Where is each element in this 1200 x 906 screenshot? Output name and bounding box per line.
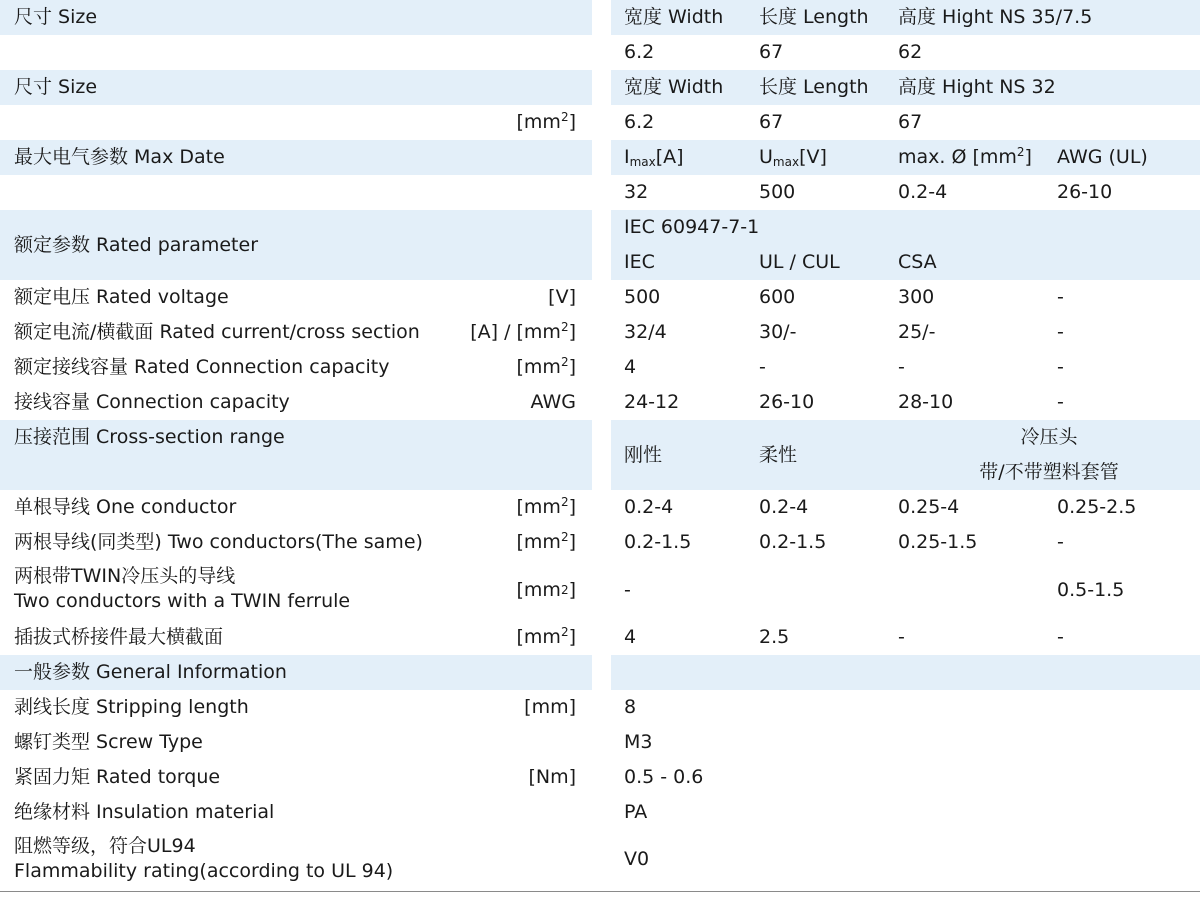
value-ferrule-sleeve: 0.5-1.5 bbox=[1057, 578, 1125, 601]
value-iec: 4 bbox=[624, 356, 637, 378]
rated-current-row bbox=[0, 315, 1200, 350]
flammability-row bbox=[0, 830, 1200, 888]
imax-value: 32 bbox=[624, 181, 649, 203]
value-ferrule-sleeve: - bbox=[1057, 626, 1064, 648]
general-info-header-row bbox=[0, 655, 1200, 690]
size-ns35-header-row bbox=[0, 0, 1200, 35]
row-label: 螺钉类型 Screw Type bbox=[14, 731, 203, 753]
unit-label: $[A] / [mm^2]$ bbox=[470, 320, 576, 343]
row-label-line2: Two conductors with a TWIN ferrule bbox=[14, 590, 351, 612]
approval-csa: CSA bbox=[898, 251, 937, 273]
value-iec: 24-12 bbox=[624, 391, 680, 413]
value-csa: - bbox=[898, 356, 905, 378]
umax-header: $U_{max}[V]$ bbox=[759, 146, 827, 169]
bridge-cross-section-row bbox=[0, 620, 1200, 655]
approval-ul: UL / CUL bbox=[759, 251, 840, 273]
row-label-line2: Flammability rating(according to UL 94) bbox=[14, 860, 394, 882]
row-label-line1: 两根带TWIN冷压头的导线 bbox=[14, 565, 236, 587]
length-header: 长度 Length bbox=[759, 6, 869, 28]
size-ns32-values-row bbox=[0, 105, 1200, 140]
value-ul: 30/- bbox=[759, 321, 797, 343]
unit-label: $[mm^2]$ bbox=[516, 495, 576, 518]
value-ferrule: - bbox=[898, 626, 905, 648]
unit-label: [V] bbox=[548, 286, 576, 308]
unit-label: [mm] bbox=[524, 696, 576, 718]
row-label: 插拔式桥接件最大横截面 bbox=[14, 626, 224, 648]
value-solid: 0.2-1.5 bbox=[624, 531, 692, 553]
unit-label: [Nm] bbox=[528, 766, 576, 788]
ferrule-header-line2: 带/不带塑料套管 bbox=[979, 461, 1119, 483]
umax-value: 500 bbox=[759, 181, 796, 203]
value-extra: - bbox=[1057, 286, 1064, 308]
value-csa: 25/- bbox=[898, 321, 936, 343]
width-value: 6.2 bbox=[624, 111, 655, 133]
size-ns35-values-row bbox=[0, 35, 1200, 70]
rated-torque-row bbox=[0, 760, 1200, 795]
value-extra: - bbox=[1057, 356, 1064, 378]
rated-parameter-header-row bbox=[0, 210, 1200, 280]
row-label: 额定接线容量 Rated Connection capacity bbox=[14, 356, 390, 378]
rated-voltage-row bbox=[0, 280, 1200, 315]
row-label: 接线容量 Connection capacity bbox=[14, 391, 290, 413]
value-extra: - bbox=[1057, 391, 1064, 413]
imax-header: $I_{max}[A]$ bbox=[624, 146, 684, 169]
unit-label: AWG bbox=[530, 391, 576, 413]
twin-ferrule-row bbox=[0, 560, 1200, 620]
value-flexible: 2.5 bbox=[759, 626, 790, 648]
value-ferrule: 0.25-1.5 bbox=[898, 531, 978, 553]
awg-header: AWG (UL) bbox=[1057, 146, 1148, 168]
cross-section-header-row bbox=[0, 420, 1200, 490]
unit-label: $[mm^2]$ bbox=[516, 110, 576, 133]
row-label: 剥线长度 Stripping length bbox=[14, 696, 249, 718]
length-value: 67 bbox=[759, 111, 784, 133]
value-iec: 32/4 bbox=[624, 321, 667, 343]
connection-capacity-row bbox=[0, 385, 1200, 420]
size-ns32-header-row bbox=[0, 70, 1200, 105]
height-value: 62 bbox=[898, 41, 923, 63]
row-label: 额定电压 Rated voltage bbox=[14, 286, 229, 308]
row-label-line1: 阻燃等级，符合UL94 bbox=[14, 835, 196, 857]
ferrule-header-line1: 冷压头 bbox=[1020, 426, 1078, 448]
approval-iec: IEC bbox=[624, 251, 655, 273]
row-value: 0.5 - 0.6 bbox=[624, 766, 704, 788]
row-shade-right bbox=[611, 655, 1200, 690]
height-value: 67 bbox=[898, 111, 923, 133]
max-data-header-row bbox=[0, 140, 1200, 175]
solid-header: 刚性 bbox=[624, 443, 663, 466]
value-ferrule-sleeve: - bbox=[1057, 531, 1064, 553]
rated-connection-row bbox=[0, 350, 1200, 385]
max-cross-section-header: max. Ø $[mm^2]$ bbox=[898, 145, 1032, 168]
row-value: V0 bbox=[624, 847, 650, 870]
row-value: PA bbox=[624, 801, 648, 823]
one-conductor-row bbox=[0, 490, 1200, 525]
unit-label: $[mm^2]$ bbox=[516, 625, 576, 648]
rated-parameter-label: 额定参数 Rated parameter bbox=[14, 233, 259, 256]
value-flexible: 0.2-4 bbox=[759, 496, 809, 518]
width-value: 6.2 bbox=[624, 41, 655, 63]
value-csa: 28-10 bbox=[898, 391, 954, 413]
row-value: 8 bbox=[624, 696, 637, 718]
size-label: 尺寸 Size bbox=[14, 6, 98, 28]
row-label: 额定电流/横截面 Rated current/cross section bbox=[14, 321, 420, 343]
length-value: 67 bbox=[759, 41, 784, 63]
value-ul: 26-10 bbox=[759, 391, 815, 413]
max-data-values-row bbox=[0, 175, 1200, 210]
unit-label: [mm 2 ] bbox=[516, 578, 576, 601]
width-header: 宽度 Width bbox=[624, 6, 724, 28]
insulation-material-row bbox=[0, 795, 1200, 830]
unit-label: $[mm^2]$ bbox=[516, 355, 576, 378]
value-ferrule-sleeve: 0.25-2.5 bbox=[1057, 496, 1137, 518]
bottom-rule bbox=[0, 891, 1200, 892]
two-conductors-row bbox=[0, 525, 1200, 560]
value-solid: - bbox=[624, 578, 631, 601]
value-solid: 4 bbox=[624, 626, 637, 648]
row-label: 紧固力矩 Rated torque bbox=[14, 766, 221, 788]
value-solid: 0.2-4 bbox=[624, 496, 674, 518]
awg-value: 26-10 bbox=[1057, 181, 1113, 203]
value-extra: - bbox=[1057, 321, 1064, 343]
screw-type-row bbox=[0, 725, 1200, 760]
row-label: 两根导线(同类型) Two conductors(The same) bbox=[14, 531, 423, 553]
value-ferrule: 0.25-4 bbox=[898, 496, 960, 518]
row-label: 绝缘材料 Insulation material bbox=[14, 801, 275, 823]
length-header: 长度 Length bbox=[759, 76, 869, 98]
value-flexible: 0.2-1.5 bbox=[759, 531, 827, 553]
max-data-label: 最大电气参数 Max Date bbox=[14, 146, 225, 168]
row-value: M3 bbox=[624, 731, 653, 753]
value-csa: 300 bbox=[898, 286, 935, 308]
value-ul: - bbox=[759, 356, 766, 378]
value-iec: 500 bbox=[624, 286, 661, 308]
max-cross-section-value: 0.2-4 bbox=[898, 181, 948, 203]
height-header: 高度 Hight NS 32 bbox=[898, 76, 1056, 98]
stripping-length-row bbox=[0, 690, 1200, 725]
size-label: 尺寸 Size bbox=[14, 76, 98, 98]
row-label: 单根导线 One conductor bbox=[14, 496, 237, 518]
general-info-label: 一般参数 General Information bbox=[14, 661, 287, 683]
height-header: 高度 Hight NS 35/7.5 bbox=[898, 6, 1093, 28]
unit-label: $[mm^2]$ bbox=[516, 530, 576, 553]
standard-label: IEC 60947-7-1 bbox=[624, 216, 760, 238]
width-header: 宽度 Width bbox=[624, 76, 724, 98]
flexible-header: 柔性 bbox=[759, 443, 798, 466]
cross-section-label: 压接范围 Cross-section range bbox=[14, 426, 285, 448]
value-ul: 600 bbox=[759, 286, 796, 308]
